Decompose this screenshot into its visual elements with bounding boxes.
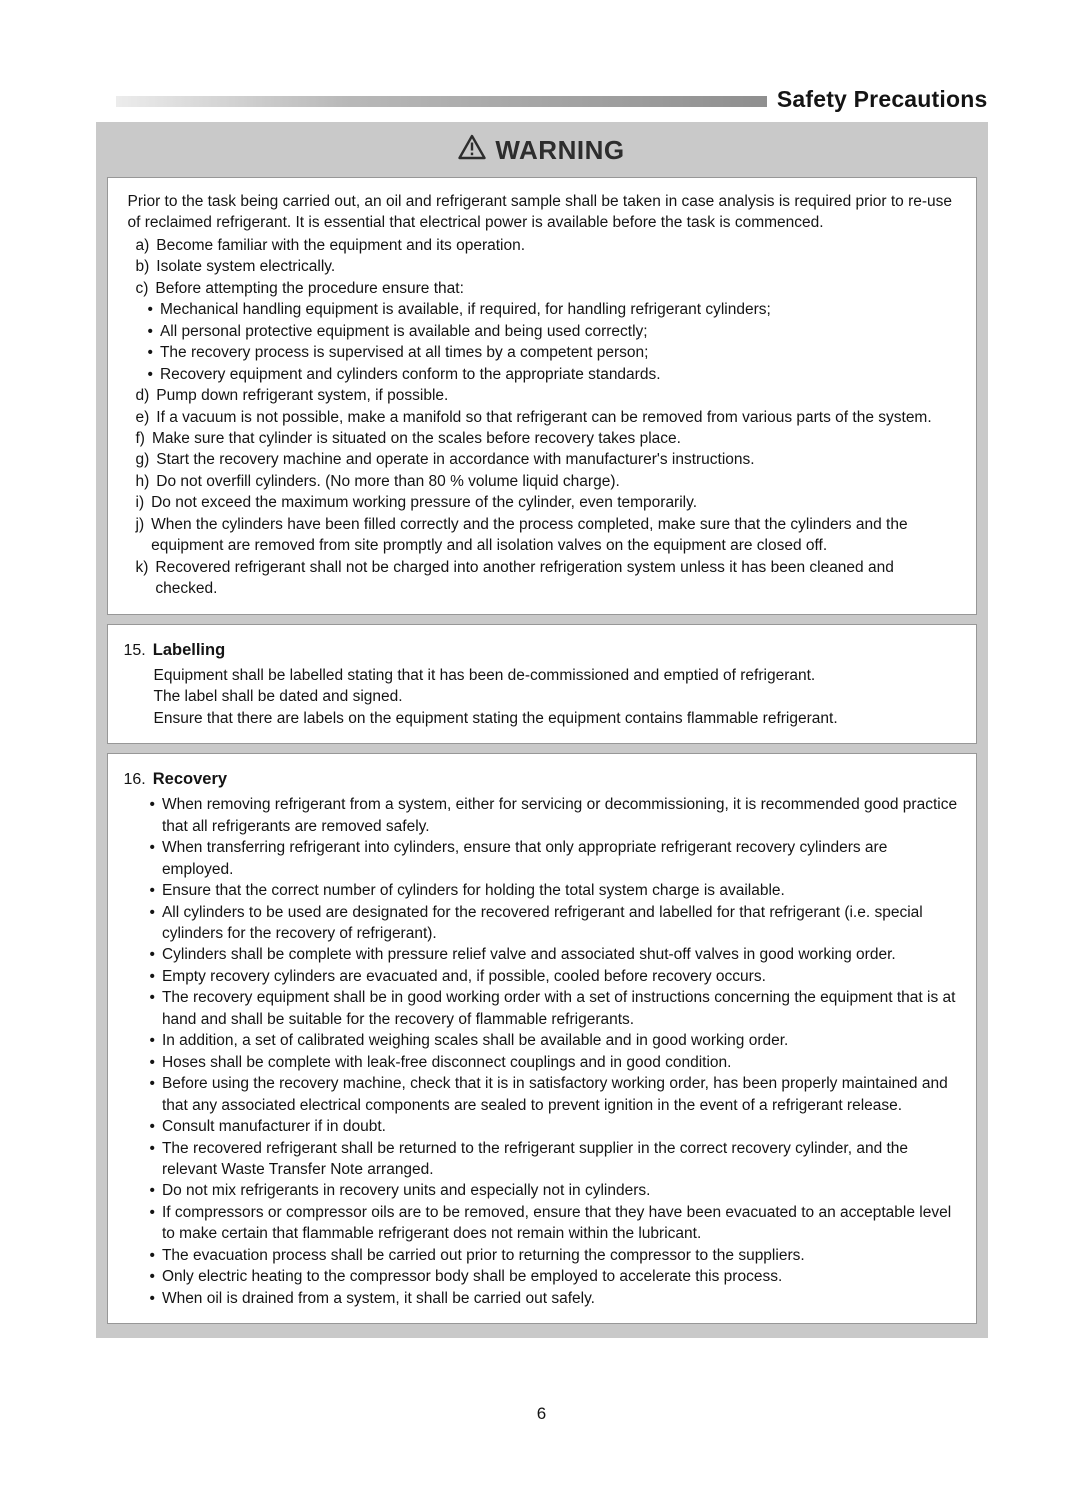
item-marker: a) — [135, 236, 150, 254]
bullet-marker: • — [149, 1075, 155, 1093]
item-text: Before attempting the procedure ensure that: — [155, 279, 464, 297]
item-marker: f) — [135, 429, 145, 447]
bullet-item — [150, 944, 960, 965]
page-header — [96, 86, 988, 113]
header-rule — [116, 96, 767, 107]
section-number: 15. — [123, 641, 146, 659]
bullet-marker: • — [149, 1203, 155, 1221]
bullet-item — [150, 837, 960, 880]
item-marker: g) — [135, 451, 150, 469]
bullet-marker: • — [149, 989, 155, 1007]
warning-item — [136, 428, 960, 449]
item-text: Do not exceed the maximum working pressure of the cylinder, even temporarily. — [151, 494, 698, 512]
item-marker: e) — [135, 408, 150, 426]
warning-item — [136, 492, 960, 513]
warning-item — [148, 299, 960, 320]
item-marker: d) — [135, 387, 150, 405]
item-text: Recovered refrigerant shall not be charged into another refrigeration system unless it has been cleaned and checked. — [155, 558, 894, 598]
bullet-text: Cylinders shall be complete with pressure relief valve and associated shut-off valves in good working order. — [161, 946, 896, 964]
bullet-text: If compressors or compressor oils are to be removed, ensure that they have been evacuated to an acceptable level to make certain that flammable refrigerant does not remain within the lubricant. — [161, 1203, 952, 1243]
warning-item — [148, 342, 960, 363]
page-title: Safety Precautions — [776, 86, 988, 112]
bullet-marker: • — [149, 882, 155, 900]
bullet-item — [150, 794, 960, 837]
bullet-marker: • — [149, 1032, 155, 1050]
warning-triangle-icon — [458, 134, 486, 165]
bullet-item — [150, 987, 960, 1030]
warning-item — [136, 385, 960, 406]
bullet-text: When removing refrigerant from a system, either for servicing or decommissioning, it is recommended good practice that all refrigerants are removed safely. — [161, 796, 958, 835]
section-labelling-panel — [107, 624, 977, 745]
bullet-text: Only electric heating to the compressor body shall be employed to accelerate this process. — [161, 1268, 783, 1286]
section-title: Labelling — [152, 640, 226, 659]
bullet-item — [150, 1288, 960, 1309]
bullet-item — [150, 1052, 960, 1073]
bullet-item — [150, 966, 960, 987]
bullet-text: The recovery equipment shall be in good working order with a set of instructions concerning the equipment that is at hand and shall be suitable for the recovery of flammable refrigerants. — [161, 989, 956, 1028]
bullet-marker: • — [149, 1139, 155, 1157]
warning-item — [136, 449, 960, 470]
item-marker: i) — [135, 494, 145, 512]
section-line: The label shall be dated and signed. — [153, 688, 403, 706]
section-line: Equipment shall be labelled stating that it has been de-commissioned and emptied of refrigerant. — [153, 666, 816, 684]
bullet-marker: • — [149, 796, 155, 814]
bullet-text: Do not mix refrigerants in recovery units and especially not in cylinders. — [161, 1182, 651, 1200]
item-text: Recovery equipment and cylinders conform to the appropriate standards. — [159, 365, 661, 383]
warning-header — [96, 122, 988, 177]
recovery-bullet-list — [138, 794, 960, 1309]
bullet-marker: • — [149, 903, 155, 921]
warning-item — [148, 321, 960, 342]
bullet-item — [150, 1180, 960, 1201]
bullet-marker: • — [149, 1182, 155, 1200]
item-text: Start the recovery machine and operate in accordance with manufacturer's instructions. — [156, 451, 755, 469]
item-marker: • — [147, 322, 153, 340]
bullet-text: Consult manufacturer if in doubt. — [161, 1118, 386, 1136]
item-marker: j) — [135, 515, 145, 533]
bullet-item — [150, 1030, 960, 1051]
item-marker: k) — [135, 558, 149, 576]
item-text: When the cylinders have been filled correctly and the process completed, make sure that the cylinders and the equipment are removed from site promptly and all isolation valves on the equipment are closed off. — [151, 515, 908, 555]
item-text: Make sure that cylinder is situated on the scales before recovery takes place. — [151, 429, 681, 447]
item-text: All personal protective equipment is available and being used correctly; — [159, 322, 648, 340]
item-text: Pump down refrigerant system, if possible. — [156, 387, 449, 405]
bullet-item — [150, 902, 960, 945]
section-title: Recovery — [152, 770, 228, 789]
bullet-text: When transferring refrigerant into cylinders, ensure that only appropriate refrigerant recovery cylinders are employed. — [161, 839, 888, 878]
item-text: Isolate system electrically. — [156, 258, 336, 276]
warning-intro: Prior to the task being carried out, an oil and refrigerant sample shall be taken in case analysis is required prior to re-use of reclaimed refrigerant. It is essential that electrical power is available before the task is commenced. — [127, 193, 953, 232]
item-marker: b) — [135, 258, 150, 276]
bullet-text: When oil is drained from a system, it shall be carried out safely. — [161, 1289, 595, 1307]
warning-item — [136, 471, 960, 492]
bullet-marker: • — [149, 1289, 155, 1307]
bullet-text: Before using the recovery machine, check that it is in satisfactory working order, has been properly maintained and that any associated electrical components are sealed to prevent ignition in the event of a refrigerant release. — [161, 1075, 948, 1114]
item-marker: • — [147, 365, 153, 383]
bullet-marker: • — [149, 839, 155, 857]
section-line: Ensure that there are labels on the equipment stating the equipment contains flammable refrigerant. — [153, 709, 838, 727]
item-text: If a vacuum is not possible, make a manifold so that refrigerant can be removed from various parts of the system. — [156, 408, 932, 426]
warning-list — [124, 235, 960, 600]
bullet-item — [150, 1266, 960, 1287]
warning-item — [136, 514, 960, 557]
warning-item — [148, 364, 960, 385]
bullet-item — [150, 1138, 960, 1181]
bullet-item — [150, 1073, 960, 1116]
warning-item — [136, 256, 960, 277]
bullet-text: All cylinders to be used are designated for the recovered refrigerant and labelled for that refrigerant (i.e. special cylinders for the recovery of refrigerant). — [161, 903, 923, 942]
page-number: 6 — [536, 1404, 547, 1423]
section-recovery-panel — [107, 753, 977, 1324]
bullet-marker: • — [149, 946, 155, 964]
bullet-marker: • — [149, 967, 155, 985]
bullet-marker: • — [149, 1246, 155, 1264]
warning-item — [136, 407, 960, 428]
section-number: 16. — [123, 771, 146, 789]
bullet-item — [150, 1116, 960, 1137]
warning-item — [136, 557, 960, 600]
bullet-text: In addition, a set of calibrated weighing scales shall be available and in good working order. — [161, 1032, 789, 1050]
section-labelling-body — [154, 665, 960, 729]
item-marker: h) — [135, 472, 150, 490]
bullet-item — [150, 880, 960, 901]
safety-precautions-container — [96, 122, 988, 1338]
warning-item — [136, 235, 960, 256]
bullet-text: The evacuation process shall be carried out prior to returning the compressor to the suppliers. — [161, 1246, 805, 1264]
item-text: The recovery process is supervised at all times by a competent person; — [159, 344, 649, 362]
item-text: Become familiar with the equipment and its operation. — [156, 236, 526, 254]
bullet-marker: • — [149, 1053, 155, 1071]
bullet-text: The recovered refrigerant shall be returned to the refrigerant supplier in the correct recovery cylinder, and the relevant Waste Transfer Note arranged. — [161, 1139, 909, 1178]
warning-item — [136, 278, 960, 299]
item-marker: c) — [135, 279, 149, 297]
section-labelling-header — [124, 639, 960, 662]
bullet-marker: • — [149, 1268, 155, 1286]
item-text: Do not overfill cylinders. (No more than 80 % volume liquid charge). — [156, 472, 620, 490]
bullet-item — [150, 1202, 960, 1245]
item-marker: • — [147, 301, 153, 319]
bullet-text: Ensure that the correct number of cylinders for holding the total system charge is available. — [161, 882, 785, 900]
section-recovery-header — [124, 768, 960, 791]
warning-title: WARNING — [495, 135, 625, 165]
item-marker: • — [147, 344, 153, 362]
bullet-text: Empty recovery cylinders are evacuated and, if possible, cooled before recovery occurs. — [161, 967, 766, 985]
item-text: Mechanical handling equipment is available, if required, for handling refrigerant cylinders; — [159, 301, 771, 319]
bullet-item — [150, 1245, 960, 1266]
warning-panel — [107, 177, 977, 615]
bullet-text: Hoses shall be complete with leak-free disconnect couplings and in good condition. — [161, 1053, 732, 1071]
bullet-marker: • — [149, 1118, 155, 1136]
